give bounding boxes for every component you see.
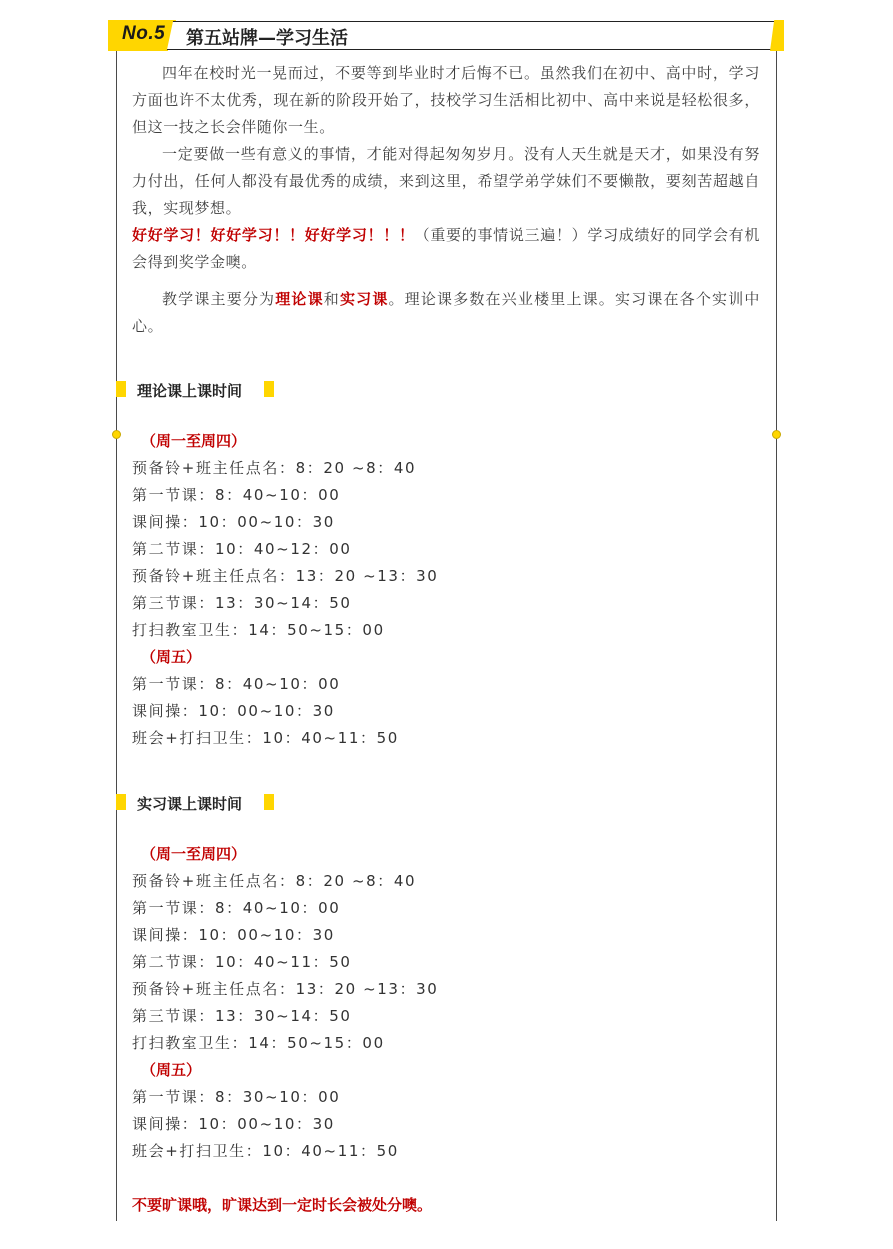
heading-accent-right: [264, 381, 274, 397]
schedule-row: 第三节课：13：30~14：50: [132, 1007, 352, 1025]
intro-content: [132, 60, 760, 340]
practice-mon-thu-label: （周一至周四）: [141, 845, 247, 863]
banner-title: 第五站牌—学习生活: [186, 28, 348, 49]
practice-section-heading: [116, 793, 276, 811]
section-banner: [108, 20, 784, 51]
theory-course-term: 理论课: [275, 290, 324, 308]
schedule-row: 预备铃+班主任点名：13：20 ~13：30: [132, 980, 439, 998]
schedule-row: 班会+打扫卫生：10：40~11：50: [132, 729, 399, 747]
right-rail: [776, 51, 777, 1221]
heading-accent-right: [264, 794, 274, 810]
theory-heading-label: 理论课上课时间: [137, 382, 243, 400]
schedule-row: 第一节课：8：30~10：00: [132, 1088, 341, 1106]
intro-paragraph-4: [132, 286, 760, 340]
intro-paragraph-3-rest: （重要的事情说三遍！）学习成绩好的同学会有机会得到奖学金噢。: [132, 226, 760, 271]
schedule-row: 课间操：10：00~10：30: [132, 702, 335, 720]
absence-warning: 不要旷课哦，旷课达到一定时长会被处分噢。: [132, 1196, 433, 1214]
left-rail: [116, 51, 117, 1221]
schedule-row: 课间操：10：00~10：30: [132, 926, 335, 944]
schedule-row: 课间操：10：00~10：30: [132, 513, 335, 531]
schedule-row: 第一节课：8：40~10：00: [132, 675, 341, 693]
rail-dot-left: [112, 430, 121, 439]
schedule-row: 第二节课：10：40~11：50: [132, 953, 352, 971]
schedule-row: 打扫教室卫生：14：50~15：00: [132, 621, 385, 639]
p4-text-b: 。理论课多数在兴业楼里上课。实习课在各个实训中心。: [132, 290, 760, 335]
schedule-row: 第二节课：10：40~12：00: [132, 540, 352, 558]
theory-mon-thu-label: （周一至周四）: [141, 432, 247, 450]
schedule-row: 第一节课：8：40~10：00: [132, 899, 341, 917]
rail-dot-right: [772, 430, 781, 439]
schedule-row: 预备铃+班主任点名：8：20 ~8：40: [132, 459, 417, 477]
schedule-row: 课间操：10：00~10：30: [132, 1115, 335, 1133]
heading-accent-left: [116, 381, 126, 397]
intro-paragraph-2: 一定要做一些有意义的事情，才能对得起匆匆岁月。没有人天生就是天才，如果没有努力付出，任何人都没有最优秀的成绩，来到这里，希望学弟学妹们不要懒散，要刻苦超越自我，实现梦想。: [132, 145, 760, 217]
heading-accent-left: [116, 794, 126, 810]
p4-text-a: 教学课主要分为: [162, 290, 276, 308]
schedule-row: 第三节课：13：30~14：50: [132, 594, 352, 612]
practice-heading-label: 实习课上课时间: [137, 795, 243, 813]
schedule-row: 班会+打扫卫生：10：40~11：50: [132, 1142, 399, 1160]
emphasis-study-hard: 好好学习！好好学习！！好好学习！！！: [132, 226, 415, 244]
banner-number: No.5: [122, 23, 166, 44]
schedule-row: 打扫教室卫生：14：50~15：00: [132, 1034, 385, 1052]
theory-section-heading: [116, 380, 276, 398]
schedule-row: 第一节课：8：40~10：00: [132, 486, 341, 504]
practice-schedule: [132, 841, 752, 1165]
schedule-row: 预备铃+班主任点名：13：20 ~13：30: [132, 567, 439, 585]
schedule-row: 预备铃+班主任点名：8：20 ~8：40: [132, 872, 417, 890]
p4-text-and: 和: [323, 290, 340, 308]
theory-fri-label: （周五）: [141, 648, 202, 666]
intro-paragraph-3: [132, 222, 760, 276]
practice-fri-label: （周五）: [141, 1061, 202, 1079]
intro-paragraph-1: 四年在校时光一晃而过，不要等到毕业时才后悔不已。虽然我们在初中、高中时，学习方面也许不太优秀，现在新的阶段开始了，技校学习生活相比初中、高中来说是轻松很多，但这一技之长会伴随你一生。: [132, 64, 760, 136]
theory-schedule: [132, 428, 752, 752]
practice-course-term: 实习课: [339, 290, 389, 308]
